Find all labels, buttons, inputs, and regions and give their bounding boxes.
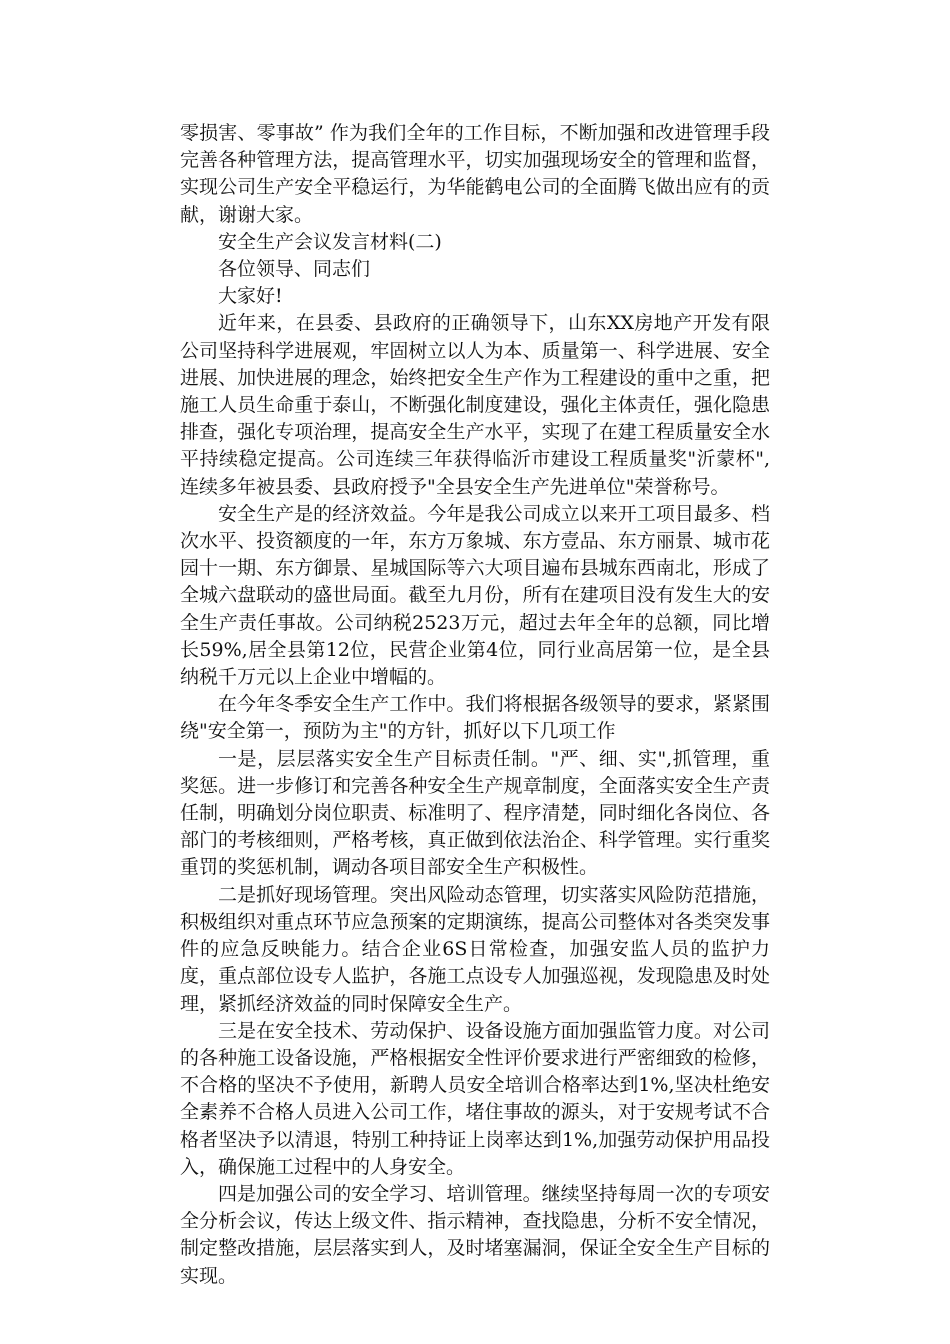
document-body [180,120,770,1290]
paragraph: 二是抓好现场管理。突出风险动态管理，切实落实风险防范措施，积极组织对重点环节应急预案的定期演练，提高公司整体对各类突发事件的应急反映能力。结合企业6S日常检查，加强安监人员的监护力度，重点部位设专人监护，各施工点设专人加强巡视，发现隐患及时处理，紧抓经济效益的同时保障安全生产。 [180,883,770,1015]
paragraph: 近年来，在县委、县政府的正确领导下，山东XX房地产开发有限公司坚持科学进展观，牢固树立以人为本、质量第一、科学进展、安全进展、加快进展的理念，始终把安全生产作为工程建设的重中之重，把施工人员生命重于泰山，不断强化制度建设，强化主体责任，强化隐患排查，强化专项治理，提高安全生产水平，实现了在建工程质量安全水平持续稳定提高。公司连续三年获得临沂市建设工程质量奖"沂蒙杯",连续多年被县委、县政府授予"全县安全生产先进单位"荣誉称号。 [180,312,770,498]
greeting: 大家好! [218,285,283,308]
salutation: 各位领导、同志们 [218,258,371,281]
paragraph: 在今年冬季安全生产工作中。我们将根据各级领导的要求，紧紧围绕"安全第一，预防为主"的方针，抓好以下几项工作 [180,693,770,743]
paragraph: 安全生产是的经济效益。今年是我公司成立以来开工项目最多、档次水平、投资额度的一年，东方万象城、东方壹品、东方丽景、城市花园十一期、东方御景、星城国际等六大项目遍布县城东西南北，形成了全城六盘联动的盛世局面。截至九月份，所有在建项目没有发生大的安全生产责任事故。公司纳税2523万元，超过去年全年的总额，同比增长59%,居全县第12位，民营企业第4位，同行业高居第一位，是全县纳税千万元以上企业中增幅的。 [180,502,770,689]
paragraph: 四是加强公司的安全学习、培训管理。继续坚持每周一次的专项安全分析会议，传达上级文件、指示精神，查找隐患，分析不安全情况，制定整改措施，层层落实到人，及时堵塞漏洞，保证全安全生产目标的实现。 [180,1182,770,1287]
speech-title: 安全生产会议发言材料(二) [218,230,442,253]
paragraph: 三是在安全技术、劳动保护、设备设施方面加强监管力度。对公司的各种施工设备设施，严格根据安全性评价要求进行严密细致的检修，不合格的坚决不予使用，新聘人员安全培训合格率达到1%,坚决杜绝安全素养不合格人员进入公司工作，堵住事故的源头，对于安规考试不合格者坚决予以清退，特别工种持证上岗率达到1%,加强劳动保护用品投入，确保施工过程中的人身安全。 [180,1019,770,1178]
paragraph: 零损害、零事故” 作为我们全年的工作目标，不断加强和改进管理手段完善各种管理方法，提高管理水平，切实加强现场安全的管理和监督，实现公司生产安全平稳运行，为华能鹤电公司的全面腾飞做出应有的贡献，谢谢大家。 [180,122,770,226]
paragraph: 一是，层层落实安全生产目标责任制。"严、细、实",抓管理，重奖惩。进一步修订和完善各种安全生产规章制度，全面落实安全生产责任制，明确划分岗位职责、标准明了、程序清楚，同时细化各岗位、各部门的考核细则，严格考核，真正做到依法治企、科学管理。实行重奖重罚的奖惩机制，调动各项目部安全生产积极性。 [180,747,770,879]
